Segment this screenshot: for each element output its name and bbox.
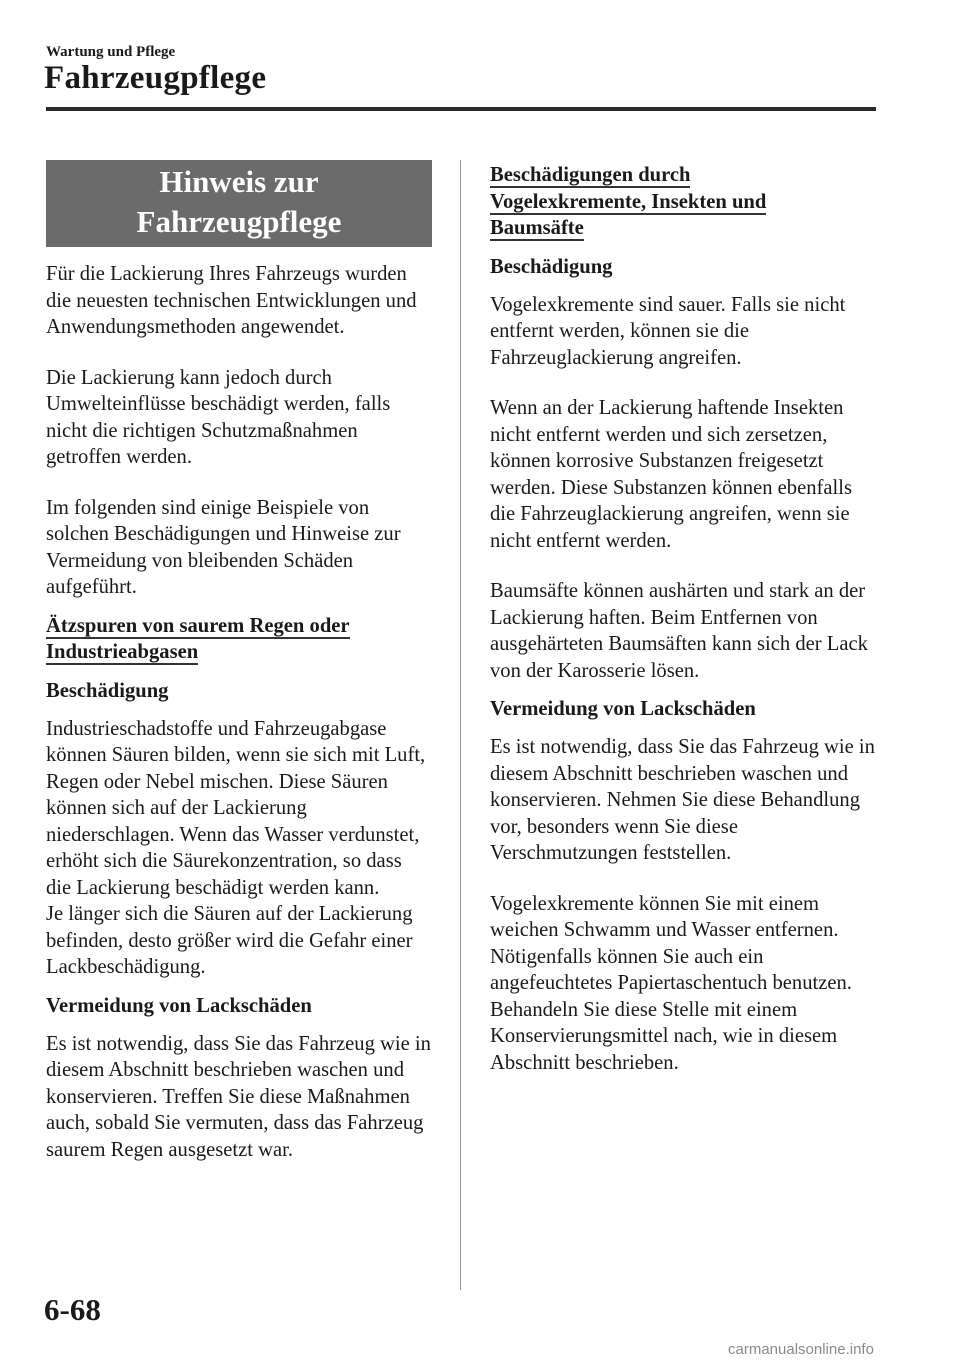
page-title: Fahrzeugpflege bbox=[44, 60, 267, 96]
banner-line-2: Fahrzeugpflege bbox=[136, 204, 342, 239]
bird-damage-text-1: Vogelexkremente sind sauer. Falls sie nicht entfernt werden, können sie die Fahrzeuglackierung angreifen. bbox=[490, 293, 846, 369]
acid-rain-heading-line-2: Industrieabgasen bbox=[46, 641, 199, 663]
acid-rain-heading bbox=[46, 613, 432, 666]
section-banner bbox=[46, 160, 432, 247]
bird-damage-text-3: Baumsäfte können aushärten und stark an der Lackierung haften. Beim Entfernen von ausgehärteten Baumsäften kann sich der Lack von der Karosserie lösen. bbox=[490, 580, 868, 682]
banner-line-1: Hinweis zur bbox=[159, 164, 319, 199]
bird-damage-text-2: Wenn an der Lackierung haftende Insekten nicht entfernt werden und sich zersetzen, können korrosive Substanzen freigesetzt werden. Diese Substanzen können ebenfalls die Fahrzeuglackierung angreifen, wenn sie nicht entfernt werden. bbox=[490, 397, 852, 552]
acid-damage-label: Beschädigung bbox=[46, 679, 169, 702]
bird-prevention-text-2: Vogelexkremente können Sie mit einem weichen Schwamm und Wasser entfernen. Nötigenfalls können Sie auch ein angefeuchtetes Papiertaschentuch benutzen. Behandeln Sie diese Stelle mit einem Konservierungsmittel nach, wie in diesem Abschnitt beschrieben. bbox=[490, 892, 852, 1074]
acid-damage-text-1: Industrieschadstoffe und Fahrzeugabgase können Säuren bilden, wenn sie sich mit Luft, Regen oder Nebel mischen. Diese Säuren können sich auf der Lackierung niederschlagen. Wenn das Wasser verdunstet, erhöht sich die Säurekonzentration, so dass die Lackierung beschädigt werden kann. bbox=[46, 717, 426, 899]
bird-heading-line-3: Baumsäfte bbox=[490, 217, 584, 239]
bird-prevention-label: Vermeidung von Lackschäden bbox=[490, 698, 756, 720]
intro-paragraph-2: Die Lackierung kann jedoch durch Umwelteinflüsse beschädigt werden, falls nicht die richtigen Schutzmaßnahmen getroffen werden. bbox=[46, 366, 391, 468]
acid-damage-text-2: Je länger sich die Säuren auf der Lackierung befinden, desto größer wird die Gefahr einer Lackbeschädigung. bbox=[46, 903, 413, 978]
right-column bbox=[490, 162, 882, 1100]
left-column bbox=[46, 160, 432, 1187]
acid-rain-heading-line-1: Ätzspuren von saurem Regen oder bbox=[46, 614, 350, 637]
bird-droppings-heading bbox=[490, 162, 882, 242]
acid-prevention-label: Vermeidung von Lackschäden bbox=[46, 994, 312, 1017]
intro-paragraph-3: Im folgenden sind einige Beispiele von solchen Beschädigungen und Hinweise zur Vermeidung von bleibenden Schäden aufgeführt. bbox=[46, 496, 401, 598]
bird-prevention-text-1: Es ist notwendig, dass Sie das Fahrzeug wie in diesem Abschnitt beschrieben waschen und konservieren. Nehmen Sie diese Behandlung vor, besonders wenn Sie diese Verschmutzungen feststellen. bbox=[490, 736, 875, 864]
section-label: Wartung und Pflege bbox=[46, 44, 176, 60]
bird-damage-label: Beschädigung bbox=[490, 255, 613, 278]
watermark: carmanualsonline.info bbox=[728, 1341, 874, 1358]
header-divider bbox=[46, 107, 876, 111]
bird-heading-line-2: Vogelexkremente, Insekten und bbox=[490, 190, 767, 213]
bird-heading-line-1: Beschädigungen durch bbox=[490, 164, 691, 186]
intro-paragraph-1: Für die Lackierung Ihres Fahrzeugs wurden die neuesten technischen Entwicklungen und Anwendungsmethoden angewendet. bbox=[46, 263, 417, 338]
acid-prevention-text: Es ist notwendig, dass Sie das Fahrzeug wie in diesem Abschnitt beschrieben waschen und konservieren. Treffen Sie diese Maßnahmen auch, sobald Sie vermuten, dass das Fahrzeug saurem Regen ausgesetzt war. bbox=[46, 1032, 431, 1161]
column-divider bbox=[460, 160, 461, 1290]
page-number: 6-68 bbox=[44, 1292, 101, 1327]
